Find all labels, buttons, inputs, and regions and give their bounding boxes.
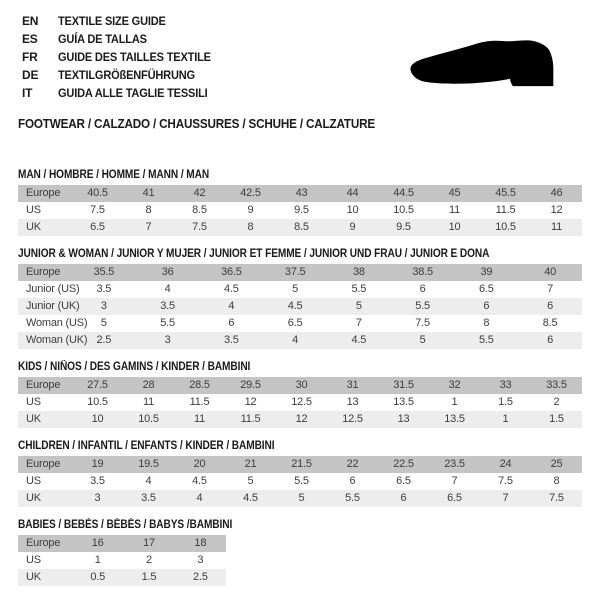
- size-cell: 27.5: [87, 379, 108, 391]
- header: [18, 12, 582, 131]
- table-header-row: [18, 264, 582, 281]
- size-cell: 28: [142, 379, 155, 391]
- table-row: [18, 411, 582, 428]
- size-cell: 6: [419, 283, 426, 295]
- size-cell: 2.5: [96, 334, 112, 346]
- size-cell: 4: [228, 300, 235, 312]
- size-cell: 33: [499, 379, 512, 391]
- table-header-row: [18, 456, 582, 473]
- size-cell: 23.5: [444, 458, 465, 470]
- size-cell: 17: [143, 537, 155, 549]
- size-cell: 45.5: [495, 187, 516, 199]
- size-cell: 43: [295, 187, 308, 199]
- size-cell: 8.5: [294, 221, 309, 233]
- size-cell: 9: [349, 221, 356, 233]
- size-cell: 1: [94, 554, 101, 566]
- size-cell: 40: [544, 266, 557, 278]
- table-title-babies: BABIES / BEBÉS / BÉBÉS / BABYS /BAMBINI: [18, 519, 233, 531]
- table-row: [18, 332, 582, 349]
- row-label: Europe: [26, 379, 61, 391]
- size-cell: 3: [100, 300, 107, 312]
- size-cell: 12: [244, 396, 257, 408]
- size-cell: 7.5: [549, 492, 564, 504]
- table-row: [18, 569, 226, 586]
- category-line: FOOTWEAR / CALZADO / CHAUSSURES / SCHUHE / CALZATURE: [18, 116, 376, 131]
- size-cell: 1.5: [549, 413, 564, 425]
- language-code: ES: [22, 32, 38, 46]
- size-cell: 4.5: [351, 334, 367, 346]
- size-cell: 5: [355, 300, 362, 312]
- size-cell: 9.5: [294, 204, 309, 216]
- language-title: TEXTILGRÖßENFÜHRUNG: [58, 68, 195, 82]
- size-cell: 9.5: [396, 221, 411, 233]
- size-cell: 36.5: [221, 266, 242, 278]
- size-cell: 1: [502, 413, 509, 425]
- size-cell: 5: [292, 283, 299, 295]
- size-cell: 6.5: [447, 492, 462, 504]
- size-cell: 7.5: [192, 221, 207, 233]
- size-cell: 13: [397, 413, 410, 425]
- size-cell: 10.5: [138, 413, 159, 425]
- size-table-kids: [18, 377, 582, 428]
- size-table-man: [18, 185, 582, 236]
- size-cell: 7: [547, 283, 554, 295]
- size-cell: 39: [480, 266, 493, 278]
- size-cell: 8: [483, 317, 490, 329]
- row-label: UK: [26, 571, 41, 583]
- size-cell: 1.5: [498, 396, 513, 408]
- size-cell: 6.5: [287, 317, 303, 329]
- size-cell: 3.5: [90, 475, 105, 487]
- size-table-junior-woman: [18, 264, 582, 349]
- shoe-icon: [396, 18, 580, 112]
- size-cell: 0.5: [90, 571, 106, 583]
- size-cell: 7.5: [90, 204, 105, 216]
- size-cell: 6: [349, 475, 356, 487]
- size-cell: 6.5: [479, 283, 494, 295]
- size-cell: 21.5: [291, 458, 312, 470]
- size-cell: 2: [146, 554, 152, 566]
- size-cell: 28.5: [189, 379, 210, 391]
- language-code: DE: [22, 68, 39, 82]
- size-cell: 22: [346, 458, 359, 470]
- size-cell: 12: [295, 413, 308, 425]
- row-label: Woman (US): [26, 317, 88, 329]
- size-cell: 36: [161, 266, 174, 278]
- language-title: GUÍA DE TALLAS: [58, 32, 147, 46]
- size-cell: 6: [547, 334, 554, 346]
- size-cell: 11.5: [495, 204, 516, 216]
- size-cell: 11.5: [189, 396, 210, 408]
- size-cell: 41: [142, 187, 155, 199]
- size-cell: 10.5: [393, 204, 414, 216]
- size-cell: 5.5: [160, 317, 175, 329]
- table-row: [18, 219, 582, 236]
- size-cell: 11: [550, 221, 563, 233]
- table-title-junior-woman: JUNIOR & WOMAN / JUNIOR Y MUJER / JUNIOR ET FEMME / JUNIOR UND FRAU / JUNIOR E DONA: [18, 248, 490, 260]
- row-label: Europe: [26, 537, 61, 549]
- size-cell: 12: [550, 204, 563, 216]
- size-cell: 3.5: [96, 283, 112, 295]
- size-cell: 6.5: [90, 221, 105, 233]
- size-cell: 8.5: [542, 317, 558, 329]
- size-cell: 4: [145, 475, 152, 487]
- size-cell: 31: [346, 379, 359, 391]
- table-header-row: [18, 185, 582, 202]
- section-babies: [18, 519, 582, 586]
- size-cell: 37.5: [284, 266, 306, 278]
- size-cell: 38.5: [412, 266, 433, 278]
- size-cell: 11: [142, 396, 155, 408]
- table-title-children: CHILDREN / INFANTIL / ENFANTS / KINDER / BAMBINI: [18, 440, 275, 452]
- size-cell: 4: [292, 334, 299, 346]
- size-cell: 2: [553, 396, 560, 408]
- size-cell: 19: [91, 458, 104, 470]
- size-cell: 5.5: [479, 334, 494, 346]
- row-label: Woman (UK): [26, 334, 88, 346]
- size-cell: 4.5: [287, 300, 303, 312]
- size-cell: 6.5: [396, 475, 411, 487]
- size-cell: 7: [145, 221, 152, 233]
- size-cell: 10: [448, 221, 461, 233]
- language-code: EN: [22, 14, 39, 28]
- size-cell: 5.5: [345, 492, 360, 504]
- size-cell: 19.5: [138, 458, 159, 470]
- row-label: US: [26, 475, 41, 487]
- size-cell: 4: [164, 283, 171, 295]
- size-cell: 20: [193, 458, 206, 470]
- size-cell: 45: [448, 187, 461, 199]
- size-cell: 6: [228, 317, 235, 329]
- size-cell: 8: [145, 204, 152, 216]
- size-cell: 3: [94, 492, 101, 504]
- row-label: Europe: [26, 458, 61, 470]
- size-cell: 11.5: [240, 413, 261, 425]
- size-cell: 8: [247, 221, 254, 233]
- size-cell: 42: [193, 187, 206, 199]
- size-cell: 10: [91, 413, 104, 425]
- table-row: [18, 281, 582, 298]
- size-cell: 9: [247, 204, 254, 216]
- table-row: [18, 315, 582, 332]
- size-cell: 1.5: [141, 571, 157, 583]
- size-cell: 5: [298, 492, 305, 504]
- table-row: [18, 202, 582, 219]
- size-cell: 4.5: [192, 475, 207, 487]
- row-label: Europe: [26, 266, 61, 278]
- size-cell: 5: [247, 475, 254, 487]
- size-cell: 7: [451, 475, 458, 487]
- size-cell: 4.5: [224, 283, 239, 295]
- row-label: US: [26, 204, 41, 216]
- language-title: GUIDA ALLE TAGLIE TESSILI: [58, 86, 208, 100]
- section-children: [18, 440, 582, 507]
- size-cell: 18: [194, 537, 207, 549]
- size-cell: 6: [483, 300, 490, 312]
- size-cell: 8: [553, 475, 560, 487]
- size-tables: [18, 169, 582, 586]
- size-cell: 40.5: [87, 187, 108, 199]
- table-header-row: [18, 377, 582, 394]
- section-junior-woman: [18, 248, 582, 349]
- size-cell: 44.5: [393, 187, 414, 199]
- size-cell: 3.5: [224, 334, 239, 346]
- size-cell: 3.5: [160, 300, 175, 312]
- size-cell: 12.5: [291, 396, 312, 408]
- size-cell: 12.5: [342, 413, 363, 425]
- row-label: UK: [26, 492, 41, 504]
- size-cell: 5: [419, 334, 426, 346]
- size-cell: 4.5: [243, 492, 258, 504]
- size-cell: 29.5: [240, 379, 261, 391]
- size-cell: 44: [346, 187, 359, 199]
- size-cell: 13: [346, 396, 359, 408]
- size-cell: 3.5: [141, 492, 156, 504]
- size-cell: 42.5: [240, 187, 261, 199]
- table-header-row: [18, 535, 226, 552]
- size-cell: 25: [550, 458, 563, 470]
- row-label: Junior (UK): [26, 300, 80, 312]
- size-cell: 6: [400, 492, 407, 504]
- size-cell: 3: [197, 554, 204, 566]
- size-cell: 30: [295, 379, 308, 391]
- row-label: Europe: [26, 187, 61, 199]
- size-cell: 10.5: [87, 396, 108, 408]
- table-title-man: MAN / HOMBRE / HOMME / MANN / MAN: [18, 169, 210, 181]
- size-cell: 3: [164, 334, 171, 346]
- row-label: US: [26, 396, 41, 408]
- size-cell: 21: [244, 458, 257, 470]
- table-row: [18, 473, 582, 490]
- size-cell: 32: [448, 379, 461, 391]
- table-row: [18, 394, 582, 411]
- size-table-children: [18, 456, 582, 507]
- size-cell: 5.5: [351, 283, 367, 295]
- size-cell: 13.5: [444, 413, 465, 425]
- table-row: [18, 490, 582, 507]
- row-label: US: [26, 554, 41, 566]
- size-cell: 5.5: [415, 300, 430, 312]
- size-cell: 1: [451, 396, 458, 408]
- size-cell: 7.5: [498, 475, 513, 487]
- size-cell: 11: [448, 204, 461, 216]
- language-title: TEXTILE SIZE GUIDE: [58, 14, 166, 28]
- language-title: GUIDE DES TAILLES TEXTILE: [58, 50, 211, 64]
- size-cell: 22.5: [393, 458, 414, 470]
- size-cell: 11: [193, 413, 206, 425]
- table-title-kids: KIDS / NIÑOS / DES GAMINS / KINDER / BAMBINI: [18, 361, 251, 373]
- size-cell: 6: [547, 300, 554, 312]
- size-cell: 38: [352, 266, 365, 278]
- size-cell: 16: [91, 537, 104, 549]
- section-kids: [18, 361, 582, 428]
- language-code: FR: [22, 50, 38, 64]
- size-cell: 2.5: [192, 571, 208, 583]
- size-cell: 8.5: [192, 204, 207, 216]
- size-cell: 35.5: [93, 266, 115, 278]
- language-code: IT: [22, 86, 33, 100]
- row-label: UK: [26, 413, 41, 425]
- size-cell: 13.5: [393, 396, 414, 408]
- size-cell: 4: [196, 492, 203, 504]
- size-cell: 7: [502, 492, 509, 504]
- size-cell: 24: [499, 458, 512, 470]
- section-man: [18, 169, 582, 236]
- size-cell: 7: [355, 317, 362, 329]
- size-cell: 7.5: [415, 317, 430, 329]
- row-label: UK: [26, 221, 41, 233]
- size-cell: 46: [550, 187, 563, 199]
- row-label: Junior (US): [26, 283, 80, 295]
- table-row: [18, 552, 226, 569]
- size-cell: 5: [100, 317, 107, 329]
- size-cell: 10: [346, 204, 359, 216]
- size-cell: 31.5: [393, 379, 414, 391]
- size-cell: 33.5: [546, 379, 567, 391]
- size-cell: 10.5: [495, 221, 516, 233]
- size-cell: 5.5: [294, 475, 309, 487]
- table-row: [18, 298, 582, 315]
- size-table-babies: [18, 535, 226, 586]
